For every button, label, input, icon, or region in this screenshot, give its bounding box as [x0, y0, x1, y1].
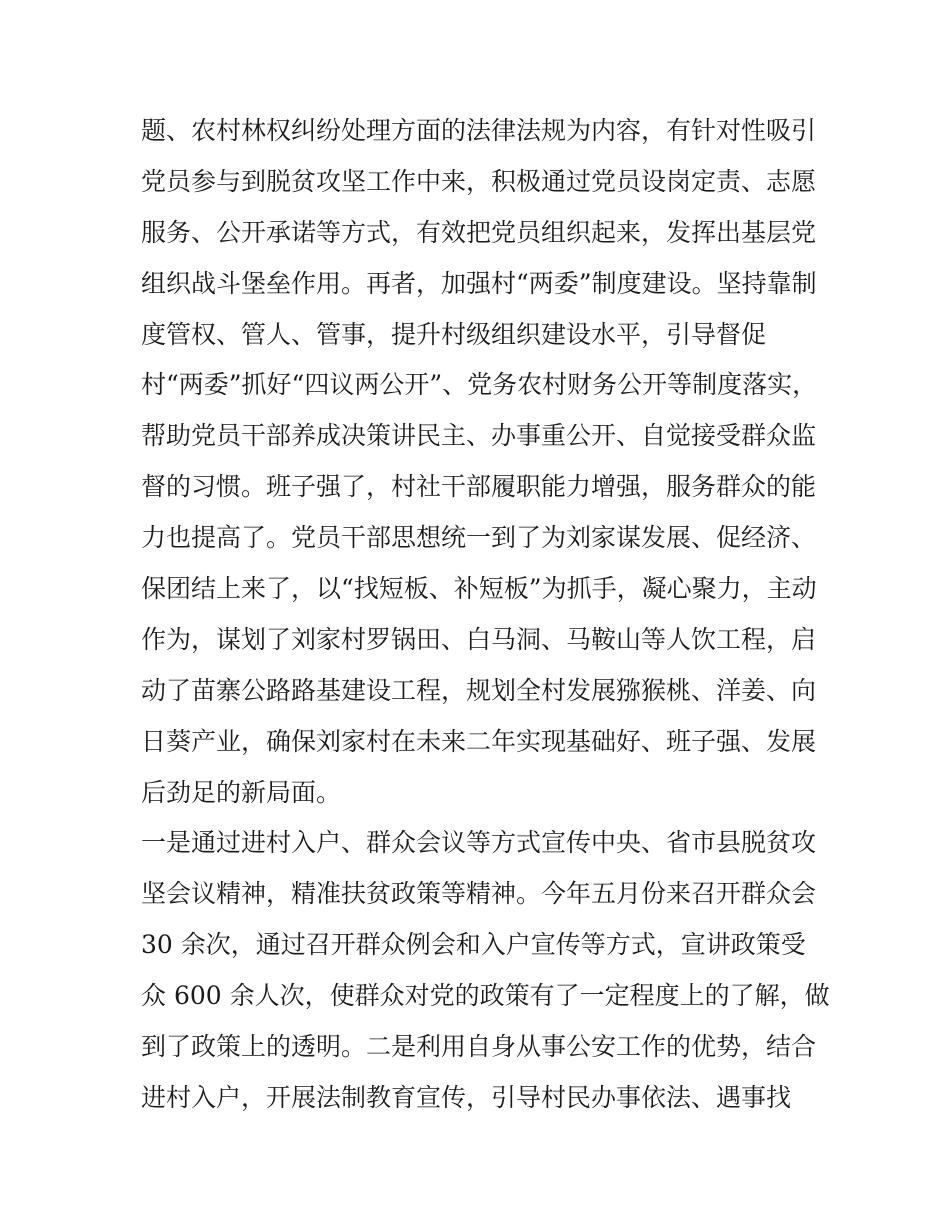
text-line: 组织战斗堡垒作用。再者，加强村“两委”制度建设。坚持靠制 [141, 268, 817, 298]
text-line: 后劲足的新局面。 [141, 777, 342, 807]
text-line: 保团结上来了，以“找短板、补短板”为抓手，凝心聚力，主动 [141, 574, 817, 604]
text-line: 督的习惯。班子强了，村社干部履职能力增强，服务群众的能 [141, 472, 817, 502]
text-line: 力也提高了。党员干部思想统一到了为刘家谋发展、促经济、 [141, 523, 817, 553]
text-line: 度管权、管人、管事，提升村级组织建设水平，引导督促 [141, 319, 767, 349]
text-line: 坚会议精神，精准扶贫政策等精神。今年五月份来召开群众会 [141, 879, 817, 909]
text-line: 动了苗寨公路路基建设工程，规划全村发展猕猴桃、洋姜、向 [141, 675, 817, 705]
body-text [141, 106, 830, 1124]
text-line: 到了政策上的透明。二是利用自身从事公安工作的优势，结合 [141, 1032, 817, 1062]
text-line: 30 余次，通过召开群众例会和入户宣传等方式，宣讲政策受 [141, 930, 806, 960]
text-line: 帮助党员干部养成决策讲民主、办事重公开、自觉接受群众监 [141, 421, 817, 451]
text-line: 作为，谋划了刘家村罗锅田、白马洞、马鞍山等人饮工程，启 [141, 624, 817, 654]
text-line: 党员参与到脱贫攻坚工作中来，积极通过党员设岗定责、志愿 [141, 166, 817, 196]
text-line: 题、农村林权纠纷处理方面的法律法规为内容，有针对性吸引 [141, 116, 817, 145]
text-line: 众 600 余人次，使群众对党的政策有了一定程度上的了解，做 [141, 981, 830, 1011]
text-line: 村“两委”抓好“四议两公开”、党务农村财务公开等制度落实， [141, 370, 818, 400]
text-line: 进村入户，开展法制教育宣传，引导村民办事依法、遇事找 [141, 1082, 792, 1112]
text-line: 日葵产业，确保刘家村在未来二年实现基础好、班子强、发展 [141, 726, 817, 756]
text-line: 一是通过进村入户、群众会议等方式宣传中央、省市县脱贫攻 [141, 828, 817, 858]
text-line: 服务、公开承诺等方式，有效把党员组织起来，发挥出基层党 [141, 217, 817, 247]
